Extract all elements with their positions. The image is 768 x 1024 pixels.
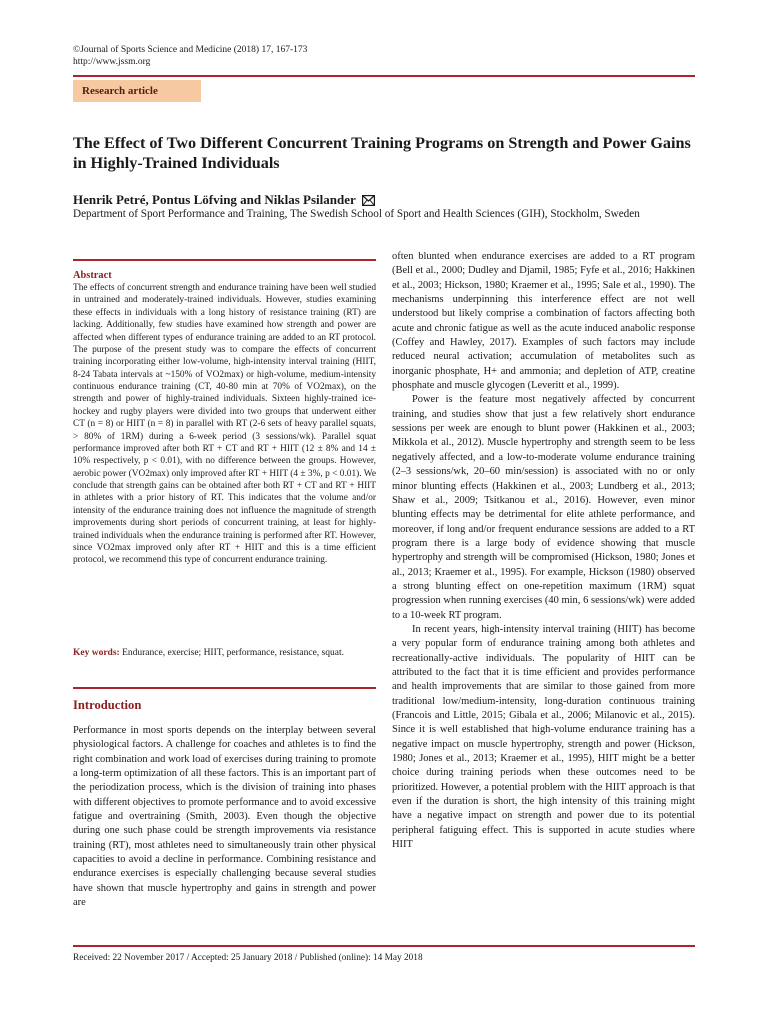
publication-dates: Received: 22 November 2017 / Accepted: 25 January 2018 / Published (online): 14 May 2018 (73, 953, 423, 963)
journal-url[interactable]: http://www.jssm.org (73, 57, 151, 67)
header-divider (73, 75, 695, 77)
abstract-top-rule (73, 259, 376, 261)
abstract-bottom-rule (73, 687, 376, 689)
footer-divider (73, 945, 695, 947)
body-paragraph-1: often blunted when endurance exercises are added to a RT program (Bell et al., 2000; Dudley and Djamil, 1985; Fyfe et al., 2016; Hakkinen et al., 2003; Hickson, 1980; Kraemer et al., 1995; Sale et al., 1990). The mechanisms underpinning this interference effect are not well understood but likely comprise a combination of factors affecting both acute and chronic fatigue as well as the acute induced anabolic response (Coffey and Hawley, 2017). Examples of such factors may include reduced neural activation; accumulation of metabolites such as inorganic phosphate, H+ and ammonia; and depletion of ATP, creatine phosphate and muscle glycogen (Leveritt et al., 1999). (392, 251, 695, 392)
introduction-paragraph: Performance in most sports depends on the interplay between several physiological factors. A challenge for coaches and athletes is to find the right combination and work load of exercises during training to promote a long-term optimization of all these factors. This is an important part of the periodization process, which is the division of training into phases with different objectives to promote performance and to avoid excessive fatigue and overtraining (Smith, 2003). Even though the objective during one such phase could be strength improvements via resistance training (RT), most athletes need to simultaneously train other physical capacities to avoid a decline in performance. Combining resistance and endurance exercises is especially challenging because several studies have shown that muscle hypertrophy and gains in strength and power are (73, 725, 376, 909)
body-paragraph-2: Power is the feature most negatively affected by concurrent training, and studies show that just a few relatively short endurance sessions per week are enough to blunt power (Hakkinen et al., 2003; Mikkola et al., 2012). Muscle hypertrophy and strength seem to be less negatively affected, and a low-to-moderate volume endurance training (2–3 sessions/wk, 20–60 min/session) is associated with no or only minor blunting effects (Hakkinen et al., 2003; Lundberg et al., 2013; Shaw et al., 2009; Tsitkanou et al., 2016). However, even minor blunting effects may be detrimental for elite athlete performance, and moreover, if long and/or frequent endurance sessions are added to a RT program there is a large body of evidence showing that muscle hypertrophy and strength will be compromised (Hickson, 1980; Jones et al., 2013; Kraemer et al., 1995). For example, Hickson (1980) observed a strong blunting effect on one-repetition maximum (1RM) squat progression when running exercises (40 min, 6 sessions/wk) were added to a 10-week RT program. (392, 394, 695, 621)
article-title: The Effect of Two Different Concurrent Training Programs on Strength and Power Gains in Highly-Trained Individuals (73, 134, 691, 172)
keywords-text: Endurance, exercise; HIIT, performance, resistance, squat. (122, 648, 344, 658)
journal-citation: ©Journal of Sports Science and Medicine (2018) 17, 167-173 (73, 45, 308, 55)
right-column (392, 250, 695, 852)
affiliation: Department of Sport Performance and Training, The Swedish School of Sport and Health Sciences (GIH), Stockholm, Sweden (73, 208, 640, 220)
introduction-text (73, 724, 376, 910)
article-type-badge: Research article (73, 80, 201, 102)
journal-header (73, 44, 307, 68)
body-paragraph-3: In recent years, high-intensity interval training (HIIT) has become a very popular form of endurance training among both athletes and recreationally-active individuals. The popularity of HIIT can be attributed to the fact that it is time efficient and provides performance and health improvements that are similar to those gained from more traditional low/medium-intensity, long-duration continuous training (Francois and Little, 2015; Gibala et al., 2006; Milanovic et al., 2015). Since it is well established that high-volume endurance training has a negative impact on muscle hypertrophy, strength and power (Hickson, 1980; Jones et al., 2013; Kraemer et al., 1995), HIIT might be a better choice during training periods when these outcomes need to be prioritized. However, a potential problem with the HIIT approach is that even if the duration is short, the high intensity of this training might have a negative impact on strength and power due to its potential peripheral fatiguing effect. This is supported in acute studies where HIIT (392, 623, 695, 851)
abstract-heading: Abstract (73, 270, 112, 281)
abstract-text: The effects of concurrent strength and endurance training have been well studied in untrained and moderately-trained individuals. However, studies examining these effects in individuals with a long history of resistance training (RT) are lacking. Additionally, few studies have examined how strength and power are affected when different types of endurance training are added to an RT protocol. The purpose of the present study was to compare the effects of concurrent training incorporating either low-volume, high-intensity interval training (HIIT, 8-24 Tabata intervals at ~150% of VO2max) or high-volume, medium-intensity continuous endurance training (CT, 40-80 min at 70% of VO2max), on the strength and power of highly-trained individuals. Sixteen highly-trained ice-hockey and rugby players were divided into two groups that underwent either CT (n = 8) or HIIT (n = 8) in parallel with RT (2-6 sets of heavy parallel squats, > 80% of 1RM) during a 6-week period (3 sessions/wk). Parallel squat performance improved after both RT + CT and RT + HIIT (12 ± 8% and 14 ± 10% respectively, p < 0.01), with no difference between the groups. However, aerobic power (VO2max) only improved after RT + HIIT (4 ± 3%, p < 0.01). We conclude that strength gains can be obtained after both RT + CT and RT + HIIT in athletes with a prior history of RT. This indicates that the volume and/or intensity of the endurance training does not influence the magnitude of strength improvements during short periods of concurrent training, at least for highly-trained individuals when the endurance training is performed after RT. However, since VO2max improved only after RT + HIIT and this is a time efficient protocol, we recommend this type of concurrent endurance training. (73, 283, 376, 566)
author-names: Henrik Petré, Pontus Löfving and Niklas Psilander (73, 192, 356, 207)
keywords-label: Key words: (73, 648, 120, 658)
introduction-heading: Introduction (73, 698, 142, 712)
keywords (73, 647, 376, 660)
